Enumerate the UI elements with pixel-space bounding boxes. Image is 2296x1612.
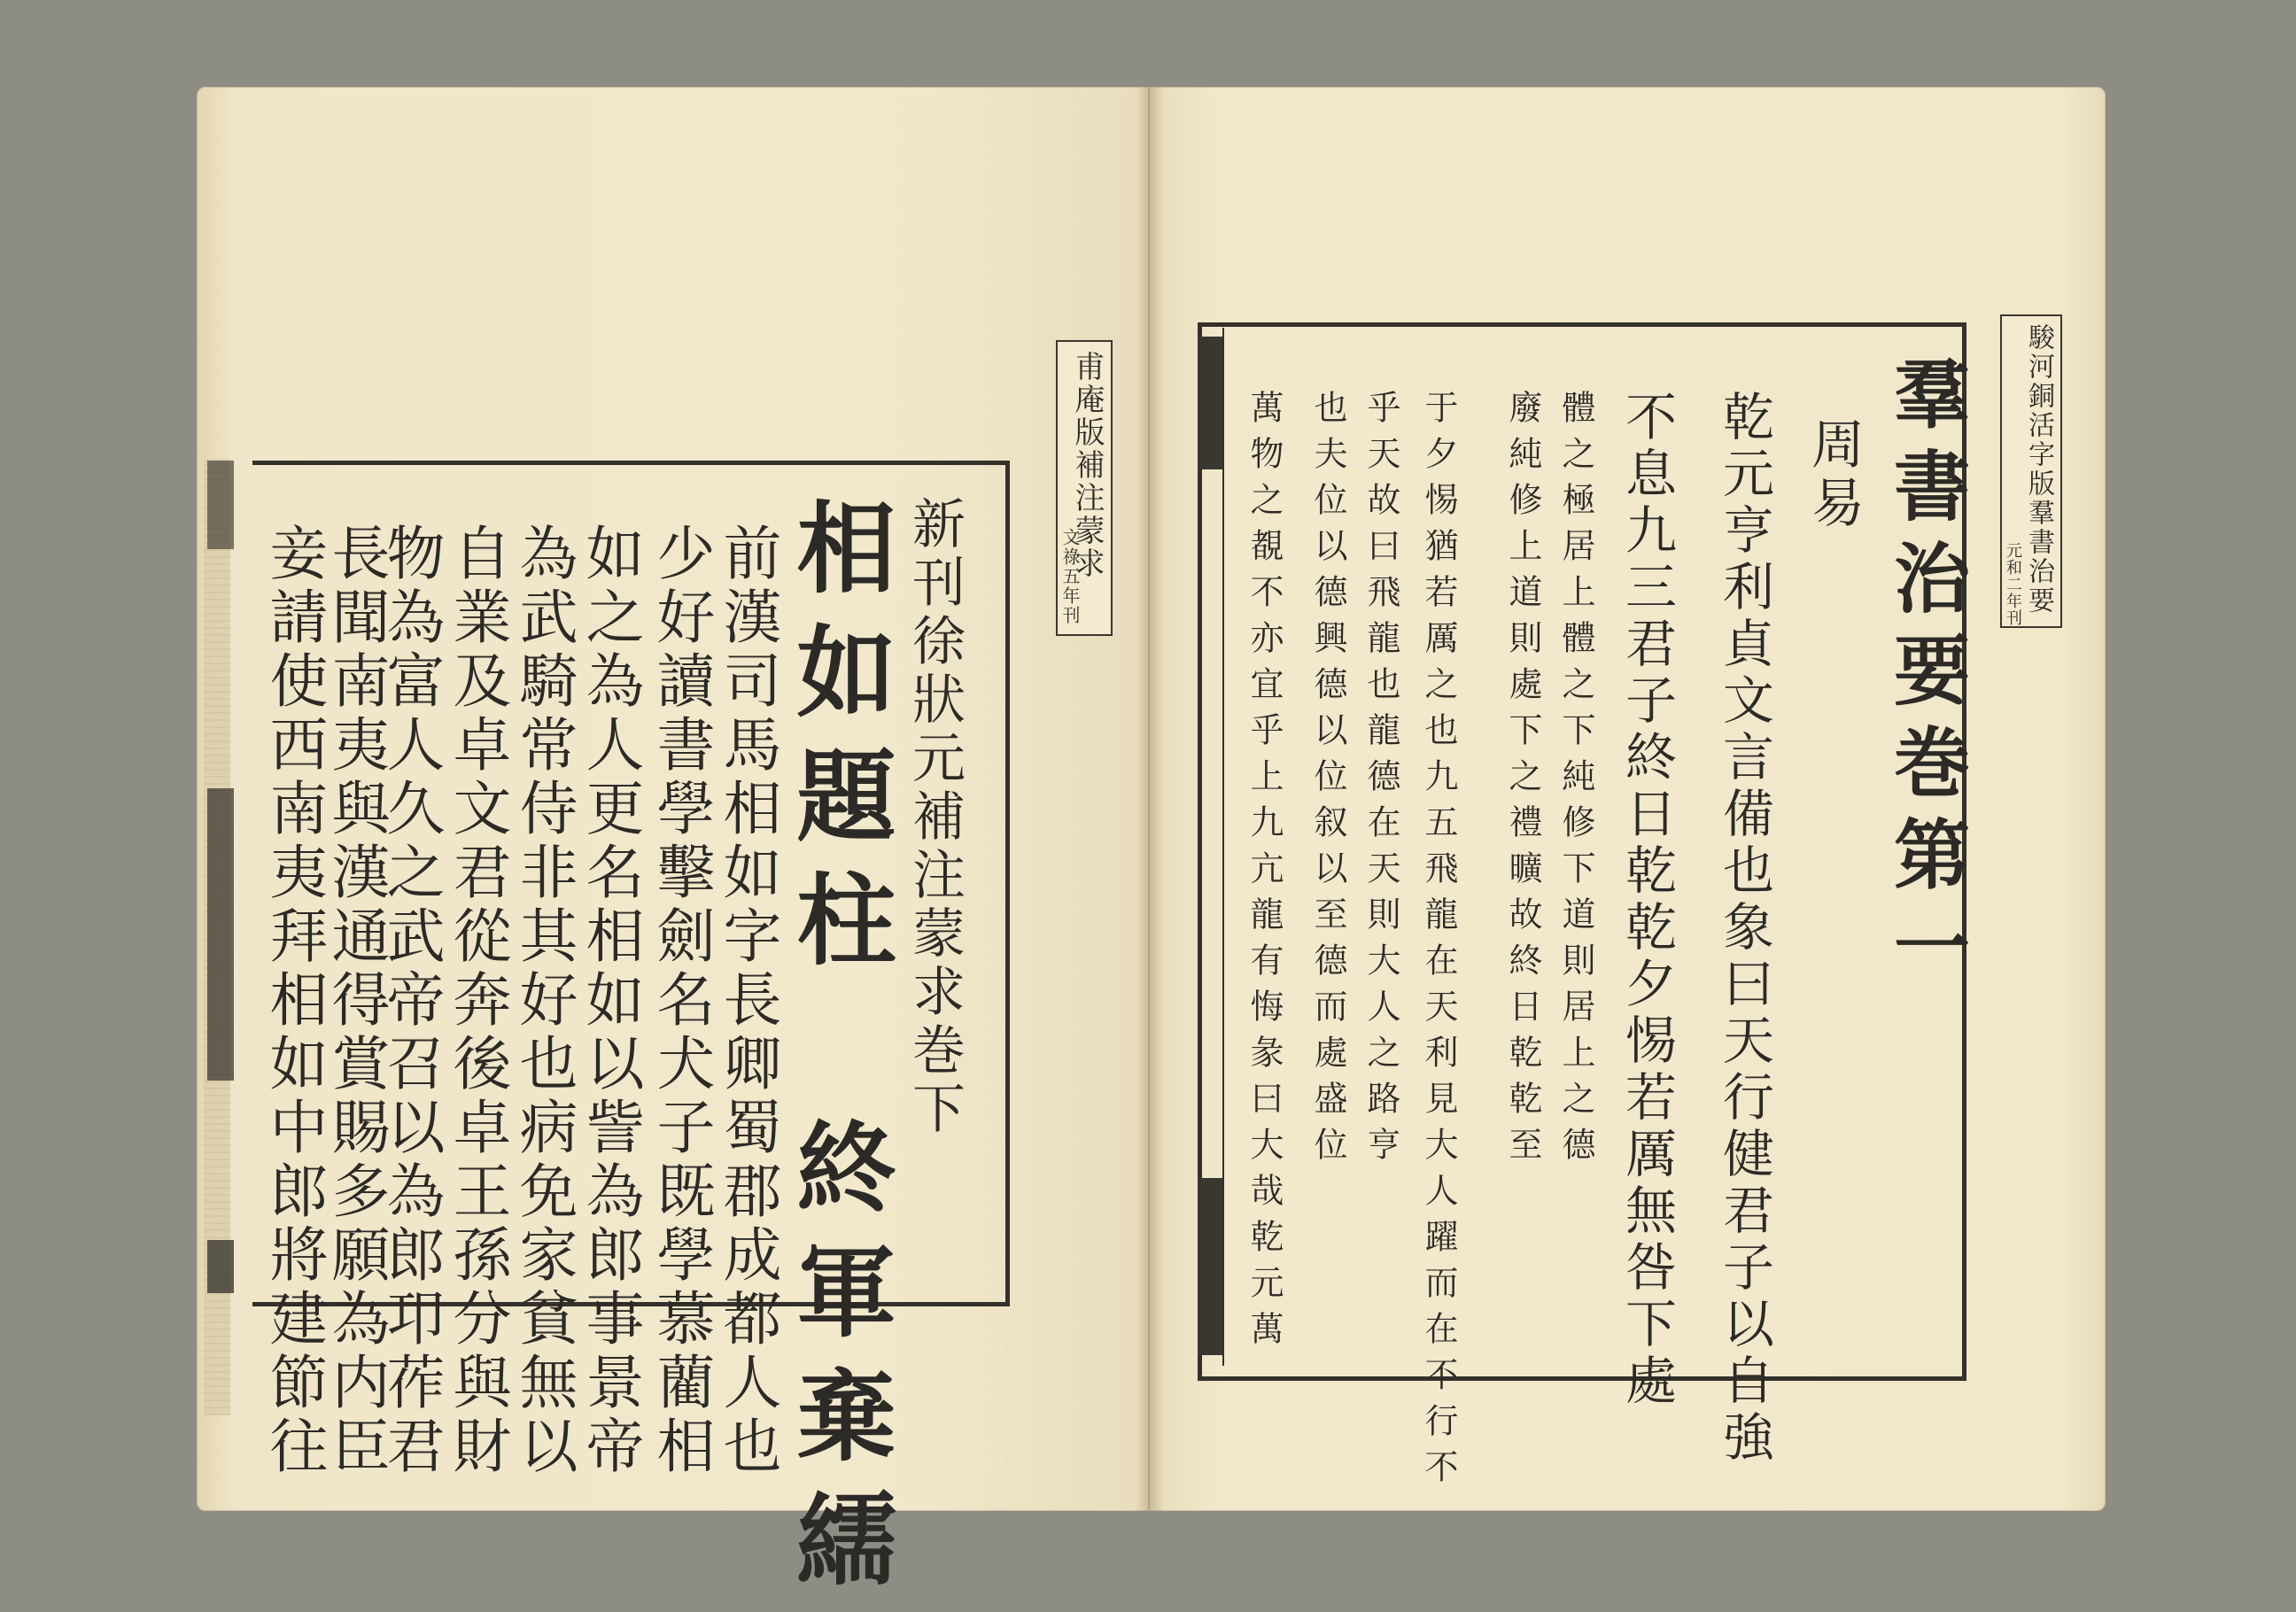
left-margin-mark-top bbox=[207, 461, 234, 549]
right-frame-rule bbox=[1222, 328, 1224, 1366]
right-heading: 羣書治要巻第一 bbox=[1881, 354, 1970, 999]
left-col-6: 為武騎常侍非其好也病免家貧無以 bbox=[509, 523, 578, 1479]
right-subheading: 周易 bbox=[1803, 416, 1865, 533]
left-col-7: 自業及卓文君從奔後卓王孫分與財 bbox=[443, 523, 511, 1479]
left-col-9: 長聞南夷與漢通得賞賜多願為内臣 bbox=[322, 523, 390, 1479]
right-side-label bbox=[2000, 314, 2062, 628]
right-col-3: 乾元亨利貞文言備也象曰天行健君子以自強 bbox=[1714, 390, 1774, 1467]
right-col-9: 也夫位以德興德以位叙以至德而處盛位 bbox=[1308, 390, 1347, 1173]
fish-tail-bottom bbox=[1198, 1178, 1222, 1355]
right-col-7: 于夕惕猶若厲之也九五飛龍在天利見大人躍而在不行不 bbox=[1419, 390, 1458, 1495]
left-side-label-text: 甫庵版補注蒙求 bbox=[1069, 351, 1105, 580]
book-gutter bbox=[1136, 87, 1164, 1511]
right-col-6: 廢純修上道則處下之禮曠故終日乾乾至 bbox=[1503, 390, 1542, 1173]
left-side-label-note: 文祿五年刊 bbox=[1059, 528, 1081, 625]
left-col-5: 如之為人更名相如以訾為郎事景帝 bbox=[576, 523, 644, 1479]
right-side-label-text: 駿河銅活字版羣書治要 bbox=[2023, 323, 2054, 616]
left-col-3: 前漢司馬相如字長卿蜀郡成都人也 bbox=[713, 523, 781, 1479]
left-heading: 相如題柱 終軍棄繻 bbox=[780, 496, 896, 1612]
right-col-10: 萬物之覩不亦宜乎上九亢龍有悔彖曰大哉乾元萬 bbox=[1245, 390, 1284, 1357]
right-col-5: 體之極居上體之下純修下道則居上之德 bbox=[1556, 390, 1595, 1173]
left-col-1: 新刊徐狀元補注蒙求巻下 bbox=[904, 496, 966, 1139]
left-col-4: 少好讀書學擊劍名犬子既學慕藺相 bbox=[647, 523, 715, 1479]
fish-tail-top bbox=[1198, 337, 1222, 469]
left-col-8: 物為富人久之武帝召以為郎卭莋君 bbox=[376, 523, 445, 1479]
left-margin-mark-bottom bbox=[207, 1240, 234, 1293]
right-side-label-note: 元和二年刊 bbox=[2004, 542, 2022, 626]
left-col-10: 妾請使西南夷拜相如中郎將建節往 bbox=[260, 523, 328, 1479]
right-col-8: 乎天故曰飛龍也龍德在天則大人之路亨 bbox=[1361, 390, 1400, 1173]
left-margin-mark-mid bbox=[207, 788, 234, 1081]
left-side-label bbox=[1056, 340, 1113, 636]
right-col-4: 不息九三君子終日乾乾夕惕若厲無咎下處 bbox=[1617, 390, 1677, 1410]
